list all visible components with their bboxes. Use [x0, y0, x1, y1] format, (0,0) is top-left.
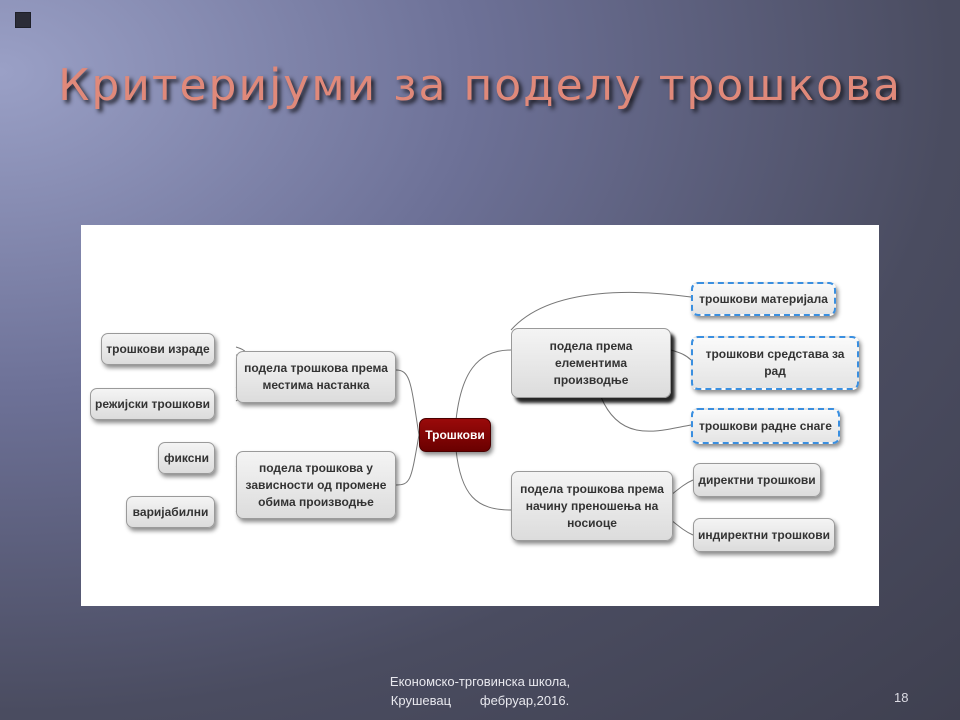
branch-places-of-origin: подела трошкова према местима настанка [236, 351, 396, 403]
connector-materials [511, 292, 691, 330]
connector-center-carriers [456, 450, 511, 510]
branch-production-elements: подела према елементима производње [511, 328, 671, 398]
footer-school: Економско-трговинска школа, [389, 674, 571, 689]
connector-labor [601, 397, 691, 431]
leaf-overhead-costs: режијски трошкови [90, 388, 215, 420]
leaf-production-costs: трошкови израде [101, 333, 215, 365]
slide-title: Критеријуми за поделу трошкова [58, 60, 902, 111]
connector-equipment [671, 350, 691, 360]
leaf-direct-costs: директни трошкови [693, 463, 821, 497]
slide-footer [330, 672, 630, 710]
connector-direct [671, 480, 693, 495]
footer-place-date: Крушевац фебруар,2016. [390, 693, 570, 708]
connector-center-places [396, 370, 419, 435]
connector-center-volume [396, 435, 419, 485]
leaf-material-costs: трошкови материјала [691, 282, 836, 316]
corner-square-decoration [15, 12, 31, 28]
leaf-labor-costs: трошкови радне снаге [691, 408, 840, 444]
leaf-fixed: фиксни [158, 442, 215, 474]
leaf-variable: варијабилни [126, 496, 215, 528]
center-node: Трошкови [419, 418, 491, 452]
leaf-indirect-costs: индиректни трошкови [693, 518, 835, 552]
connector-center-elements [456, 350, 511, 420]
leaf-equipment-costs: трошкови средстава за рад [691, 336, 859, 390]
connector-indirect [671, 520, 693, 535]
branch-volume-change: подела трошкова у зависности од промене обима производње [236, 451, 396, 519]
mindmap-panel [81, 225, 879, 606]
branch-carriers: подела трошкова према начину преношења на носиоце [511, 471, 673, 541]
page-number: 18 [894, 690, 909, 705]
